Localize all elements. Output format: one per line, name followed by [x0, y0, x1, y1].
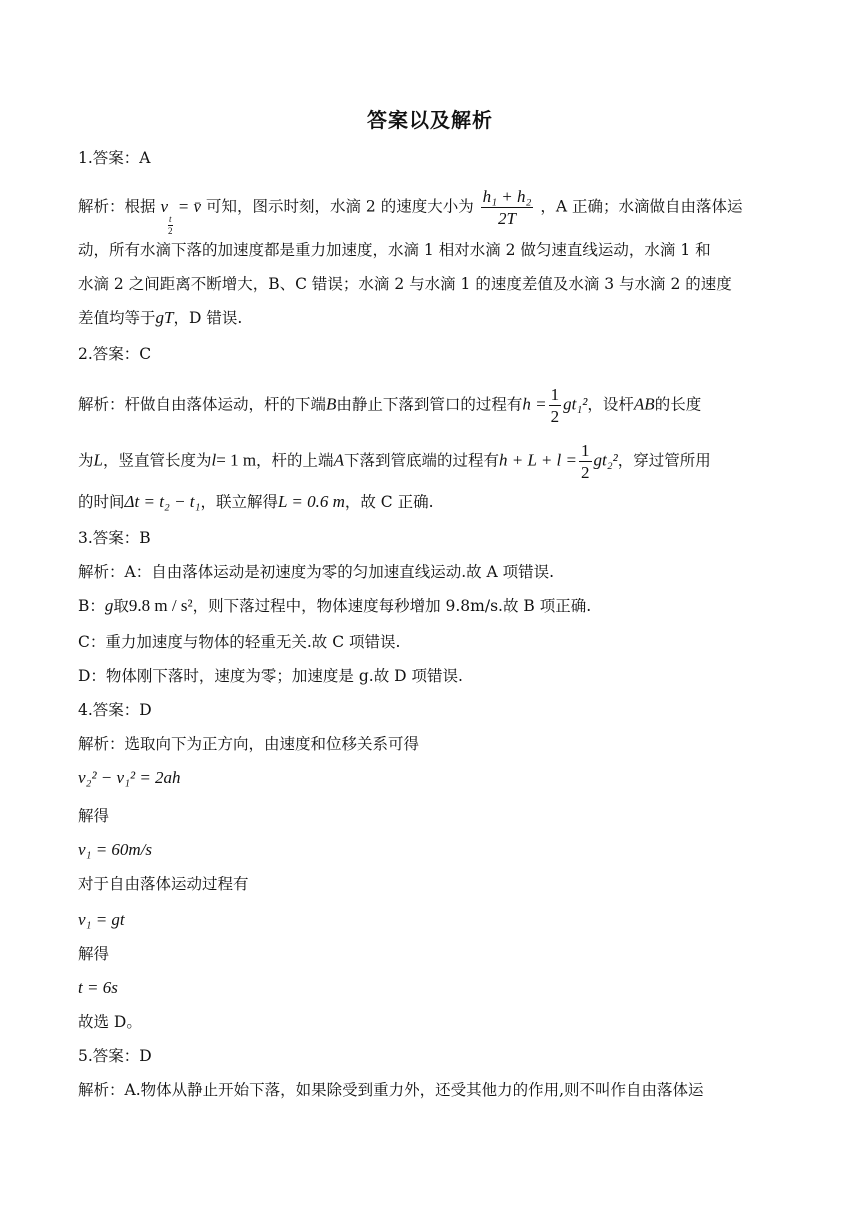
equation-v1-gt: v₁ = gt	[78, 910, 125, 929]
jiede-2: 解得	[78, 945, 110, 963]
analysis-3-line-2: B：g取9.8 m / s²，则下落过程中，物体速度每秒增加 9.8m/s.故 B 项正确.	[78, 596, 592, 615]
analysis-1-line-3: 水滴 2 之间距离不断增大，B、C 错误；水滴 2 与水滴 1 的速度差值及水滴 3 与水滴 2 的速度	[78, 275, 732, 293]
fraction-one-half: $\frac{1}{2}$	[550, 385, 560, 426]
analysis-2-line-2: 为L，竖直管长度为l= 1 m，杆的上端A下落到管底端的过程有h + L + l = $\frac{1}{2}$ gt₂²，穿过管所用	[78, 441, 711, 482]
analysis-4-line-2: 对于自由落体运动过程有	[78, 875, 249, 893]
analysis-2-line-3: 的时间Δt = t₂ − t₁，联立解得L = 0.6 m，故 C 正确.	[78, 492, 434, 511]
answer-3: 3.答案：B	[78, 529, 151, 547]
analysis-3-line-4: D：物体刚下落时，速度为零；加速度是 g.故 D 项错误.	[78, 667, 463, 685]
analysis-4-conclusion: 故选 D。	[78, 1013, 142, 1031]
fraction-h1-h2-over-2T: $\frac{\text{h₁ + h₂}}{2T}$	[482, 187, 532, 228]
analysis-1-line-4: 差值均等于gT，D 错误.	[78, 308, 243, 327]
equation-v1-value: v₁ = 60m/s	[78, 840, 153, 859]
analysis-1-line-2: 动，所有水滴下落的加速度都是重力加速度，水滴 1 相对水滴 2 做匀速直线运动，水滴 1 和	[78, 241, 711, 259]
equation-velocity-displacement: v₂² − v₁² = 2ah	[78, 768, 181, 787]
analysis-3-line-3: C：重力加速度与物体的轻重无关.故 C 项错误.	[78, 633, 401, 651]
page-title: 答案以及解析	[367, 108, 493, 132]
answer-5: 5.答案：D	[78, 1047, 152, 1065]
answer-4: 4.答案：D	[78, 701, 152, 719]
analysis-3-line-1: 解析：A：自由落体运动是初速度为零的匀加速直线运动.故 A 项错误.	[78, 563, 555, 581]
analysis-5-line-1: 解析：A.物体从静止开始下落，如果除受到重力外，还受其他力的作用,则不叫作自由落体运	[78, 1081, 704, 1099]
analysis-2-line-1: 解析：杆做自由落体运动，杆的下端B由静止下落到管口的过程有h = $\frac{1}{2}$ gt₁²，设杆AB的长度	[78, 385, 702, 426]
analysis-4-line-1: 解析：选取向下为正方向，由速度和位移关系可得	[78, 735, 420, 753]
answer-2: 2.答案：C	[78, 345, 152, 363]
jiede-1: 解得	[78, 807, 110, 825]
analysis-1-line-1: 解析：根据 v $\frac{t}{2}$ = v̄ 可知，图示时刻，水滴 2 的速度大小为 $\frac{\text{h₁ + h₂}}{2T}$ ，A 正确；水滴做自由落体运	[78, 187, 743, 236]
equation-t-value: t = 6s	[78, 978, 118, 997]
answer-1: 1.答案：A	[78, 149, 151, 167]
fraction-one-half-2: $\frac{1}{2}$	[581, 441, 590, 482]
formula-v-t-half: v $\frac{t}{2}$ = v̄	[160, 196, 202, 236]
